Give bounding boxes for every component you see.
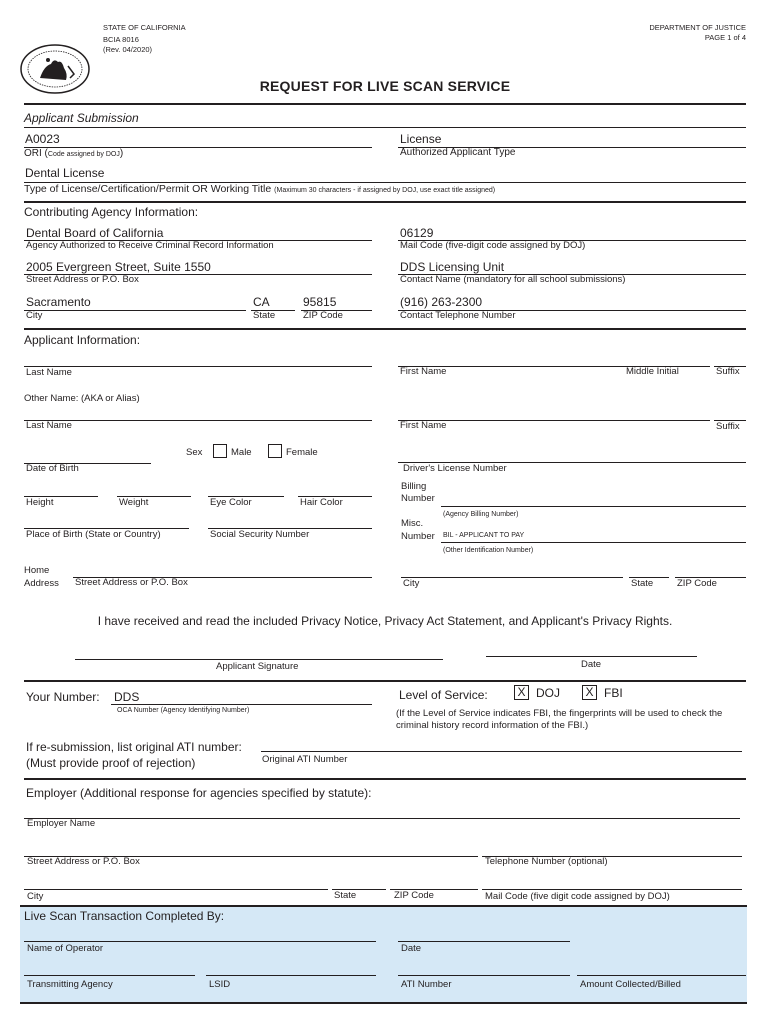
applicant-type-label: Authorized Applicant Type [400, 147, 516, 158]
transmitting-agency-label: Transmitting Agency [27, 979, 113, 990]
signature-date-label: Date [581, 659, 602, 670]
your-number-label: Your Number: [26, 690, 100, 704]
mail-code-label: Mail Code (five-digit code assigned by DOJ) [400, 240, 586, 251]
divider [24, 201, 746, 203]
home-zip-label: ZIP Code [677, 578, 717, 589]
original-ati-field[interactable] [261, 751, 742, 752]
employer-name-field[interactable] [24, 818, 740, 819]
header-page: PAGE 1 of 4 [704, 33, 746, 42]
lsid-field[interactable] [206, 975, 376, 976]
home-street-label: Street Address or P.O. Box [75, 577, 188, 588]
resubmission-text-1: If re-submission, list original ATI number: [26, 740, 242, 754]
divider [24, 328, 746, 330]
oca-label: OCA Number (Agency Identifying Number) [117, 707, 250, 714]
doj-label: DOJ [536, 686, 560, 700]
underline [441, 542, 746, 543]
header-revision: (Rev. 04/2020) [103, 45, 153, 54]
billing-note: (Agency Billing Number) [443, 511, 519, 518]
section-heading-applicant-info: Applicant Information: [24, 333, 141, 347]
live-scan-date-field[interactable] [398, 941, 570, 942]
alias-last-name-label: Last Name [26, 420, 72, 431]
pob-label: Place of Birth (State or Country) [26, 529, 161, 540]
sex-label: Sex [186, 447, 203, 458]
agency-label: Agency Authorized to Receive Criminal Record Information [26, 240, 274, 251]
agency-zip-field[interactable]: 95815 [303, 295, 337, 309]
header-state: STATE OF CALIFORNIA [103, 23, 186, 32]
lsid-label: LSID [209, 979, 231, 990]
divider [24, 127, 746, 128]
hair-color-label: Hair Color [300, 497, 343, 508]
divider [24, 778, 746, 780]
male-label: Male [231, 447, 252, 458]
employer-street-label: Street Address or P.O. Box [27, 856, 140, 867]
agency-state-label: State [253, 310, 276, 321]
fbi-label: FBI [604, 686, 623, 700]
agency-city-field[interactable]: Sacramento [26, 295, 91, 309]
header-department: DEPARTMENT OF JUSTICE [649, 23, 746, 32]
section-heading-employer: Employer (Additional response for agencies specified by statute): [26, 786, 372, 800]
mail-code-field[interactable]: 06129 [400, 226, 434, 240]
misc-number-field[interactable]: BIL - APPLICANT TO PAY [443, 532, 525, 539]
fbi-note-2: criminal history record information of the FBI.) [396, 720, 589, 731]
original-ati-label: Original ATI Number [262, 754, 348, 765]
misc-label-2: Number [401, 531, 435, 542]
employer-phone-label: Telephone Number (optional) [485, 856, 608, 867]
employer-city-label: City [27, 891, 44, 902]
amount-collected-field[interactable] [577, 975, 746, 976]
operator-name-field[interactable] [24, 941, 376, 942]
alias-suffix-label: Suffix [716, 421, 740, 432]
home-city-field[interactable] [401, 577, 623, 578]
misc-label-1: Misc. [401, 518, 424, 529]
billing-label-2: Number [401, 493, 435, 504]
ori-label: ORI (Code assigned by DOJ) [24, 148, 124, 159]
applicant-signature-field[interactable] [75, 659, 443, 660]
header-form-number: BCIA 8016 [103, 35, 139, 44]
ori-field[interactable]: A0023 [25, 132, 60, 146]
misc-note: (Other Identification Number) [443, 547, 534, 554]
employer-name-label: Employer Name [27, 818, 96, 829]
male-checkbox[interactable] [213, 444, 227, 458]
employer-city-field[interactable] [24, 889, 328, 890]
last-name-field[interactable] [24, 366, 372, 367]
ati-number-field[interactable] [398, 975, 570, 976]
contact-name-field[interactable]: DDS Licensing Unit [400, 260, 505, 274]
underline [24, 310, 246, 311]
home-state-label: State [631, 578, 654, 589]
section-heading-applicant-submission: Applicant Submission [24, 111, 139, 125]
alias-first-name-label: First Name [400, 420, 447, 431]
height-label: Height [26, 497, 54, 508]
home-city-label: City [403, 578, 420, 589]
contact-phone-field[interactable]: (916) 263-2300 [400, 295, 483, 309]
ssn-label: Social Security Number [210, 529, 310, 540]
transmitting-agency-field[interactable] [24, 975, 195, 976]
middle-initial-label: Middle Initial [626, 366, 679, 377]
last-name-label: Last Name [26, 367, 72, 378]
eye-color-label: Eye Color [210, 497, 252, 508]
applicant-type-field[interactable]: License [400, 132, 442, 146]
female-checkbox[interactable] [268, 444, 282, 458]
billing-number-field[interactable] [441, 506, 746, 507]
doj-checkbox[interactable]: X [514, 685, 529, 700]
weight-label: Weight [119, 497, 149, 508]
other-name-label: Other Name: (AKA or Alias) [24, 393, 140, 404]
home-label-1: Home [24, 565, 50, 576]
signature-date-field[interactable] [486, 656, 697, 657]
agency-zip-label: ZIP Code [303, 310, 343, 321]
divider [24, 103, 746, 105]
operator-name-label: Name of Operator [27, 943, 104, 954]
agency-city-label: City [26, 310, 43, 321]
agency-street-label: Street Address or P.O. Box [26, 274, 139, 285]
fbi-checkbox[interactable]: X [582, 685, 597, 700]
license-type-field[interactable]: Dental License [25, 166, 105, 180]
agency-field[interactable]: Dental Board of California [26, 226, 164, 240]
employer-state-label: State [334, 890, 357, 901]
employer-mail-code-label: Mail Code (five digit code assigned by DOJ) [485, 891, 670, 902]
level-of-service-label: Level of Service: [399, 688, 488, 702]
female-label: Female [286, 447, 318, 458]
alias-last-name-field[interactable] [24, 420, 372, 421]
drivers-license-label: Driver's License Number [403, 463, 507, 474]
ati-number-label: ATI Number [401, 979, 452, 990]
first-name-label: First Name [400, 366, 447, 377]
agency-state-field[interactable]: CA [253, 295, 270, 309]
your-number-field[interactable]: DDS [114, 690, 140, 704]
employer-mail-code-field[interactable] [482, 889, 742, 890]
dob-label: Date of Birth [26, 463, 79, 474]
billing-label-1: Billing [401, 481, 427, 492]
contact-name-label: Contact Name (mandatory for all school submissions) [400, 274, 626, 285]
resubmission-text-2: (Must provide proof of rejection) [26, 756, 196, 770]
signature-label: Applicant Signature [216, 661, 299, 672]
live-scan-date-label: Date [401, 943, 422, 954]
section-heading-contributing-agency: Contributing Agency Information: [24, 205, 199, 219]
amount-collected-label: Amount Collected/Billed [580, 979, 681, 990]
suffix-label: Suffix [716, 366, 740, 377]
divider [24, 680, 746, 682]
privacy-statement: I have received and read the included Privacy Notice, Privacy Act Statement, and Applicant's Privacy Rights. [97, 614, 673, 628]
section-heading-live-scan: Live Scan Transaction Completed By: [24, 909, 225, 923]
employer-zip-label: ZIP Code [394, 890, 434, 901]
page-title: REQUEST FOR LIVE SCAN SERVICE [259, 78, 511, 94]
home-label-2: Address [24, 578, 59, 589]
agency-street-field[interactable]: 2005 Evergreen Street, Suite 1550 [26, 260, 211, 274]
fbi-note-1: (If the Level of Service indicates FBI, the fingerprints will be used to check the [396, 708, 723, 719]
underline [111, 704, 372, 705]
license-type-label: Type of License/Certification/Permit OR Working Title (Maximum 30 characters - if assigned by DOJ, use exact title assigned) [24, 183, 496, 195]
contact-phone-label: Contact Telephone Number [400, 310, 516, 321]
